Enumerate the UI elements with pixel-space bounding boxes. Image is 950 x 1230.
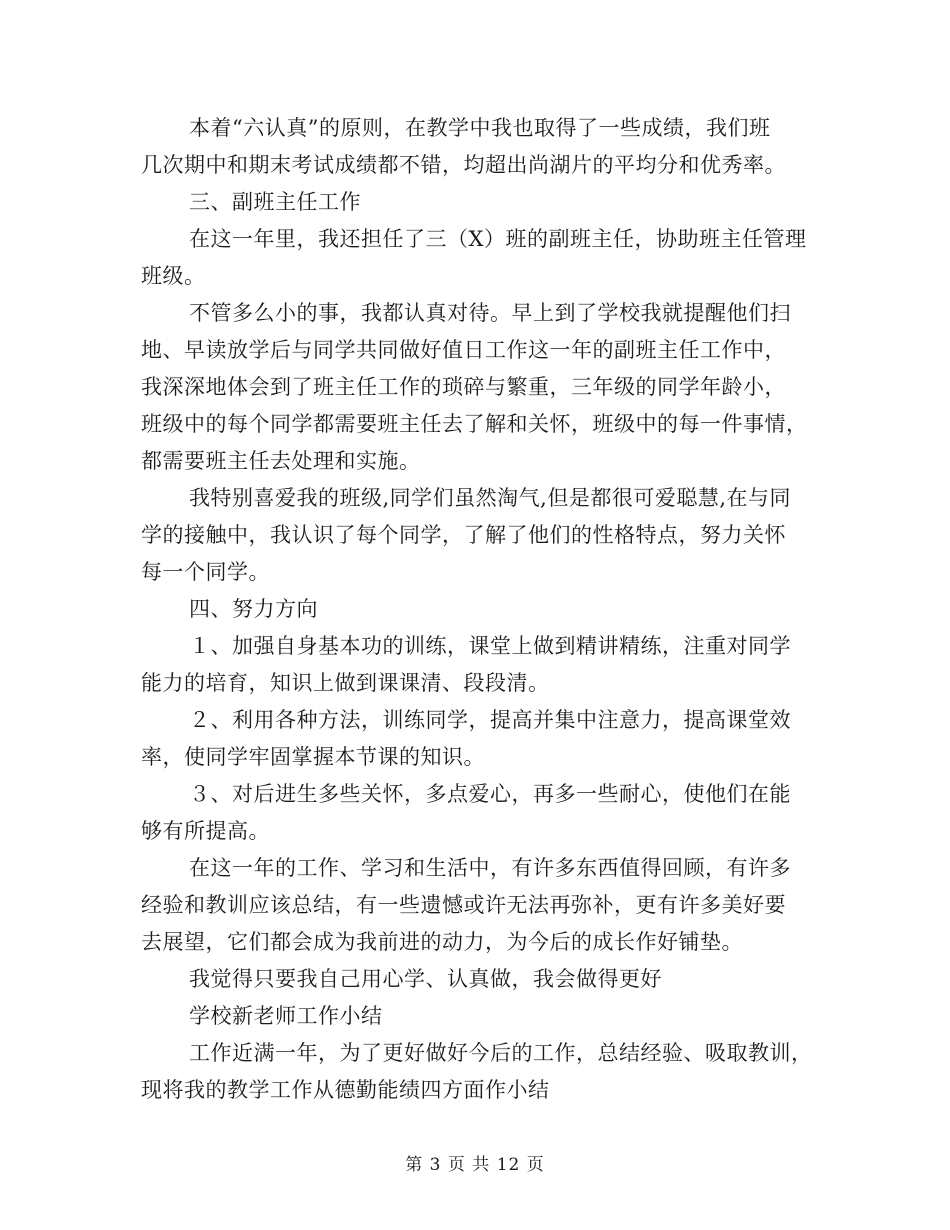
section-heading: 四、努力方向 bbox=[189, 597, 318, 621]
paragraph-line: 现将我的教学工作从德勤能绩四方面作小结 bbox=[141, 1078, 550, 1102]
paragraph-line: 我深深地体会到了班主任工作的琐碎与繁重，三年级的同学年龄小， bbox=[141, 375, 786, 399]
paragraph-line: 地、早读放学后与同学共同做好值日工作这一年的副班主任工作中， bbox=[141, 338, 786, 362]
paragraph-line: 在这一年的工作、学习和生活中，有许多东西值得回顾，有许多 bbox=[189, 856, 791, 880]
paragraph-line: 工作近满一年，为了更好做好今后的工作，总结经验、吸取教训， bbox=[189, 1041, 813, 1065]
list-item-line: １、加强自身基本功的训练，课堂上做到精讲精练，注重对同学 bbox=[189, 634, 791, 658]
paragraph-line: 班级中的每个同学都需要班主任去了解和关怀，班级中的每一件事情， bbox=[141, 412, 808, 436]
paragraph-line: 学的接触中，我认识了每个同学，了解了他们的性格特点，努力关怀 bbox=[141, 523, 786, 547]
page-number-footer: 第 3 页 共 12 页 bbox=[405, 1155, 545, 1175]
paragraph-line: 在这一年里，我还担任了三（X）班的副班主任，协助班主任管理 bbox=[189, 227, 807, 251]
paragraph-line: 不管多么小的事，我都认真对待。早上到了学校我就提醒他们扫 bbox=[189, 301, 791, 325]
list-item-line: ２、利用各种方法，训练同学，提高并集中注意力，提高课堂效 bbox=[189, 708, 791, 732]
paragraph-line: 经验和教训应该总结，有一些遗憾或许无法再弥补，更有许多美好要 bbox=[141, 893, 786, 917]
list-item-line: ３、对后进生多些关怀，多点爱心，再多一些耐心，使他们在能 bbox=[189, 782, 791, 806]
list-item-line: 够有所提高。 bbox=[141, 819, 270, 843]
paragraph-line: 本着“六认真”的原则，在教学中我也取得了一些成绩，我们班 bbox=[189, 116, 771, 140]
document-title: 学校新老师工作小结 bbox=[189, 1004, 383, 1028]
section-heading: 三、副班主任工作 bbox=[189, 190, 361, 214]
paragraph-line: 班级。 bbox=[141, 264, 206, 288]
list-item-line: 能力的培育，知识上做到课课清、段段清。 bbox=[141, 671, 550, 695]
paragraph-line: 我特别喜爱我的班级,同学们虽然淘气,但是都很可爱聪慧,在与同 bbox=[189, 486, 792, 510]
paragraph-line: 去展望，它们都会成为我前进的动力，为今后的成长作好铺垫。 bbox=[141, 930, 743, 954]
paragraph-line: 每一个同学。 bbox=[141, 560, 270, 584]
paragraph-line: 几次期中和期末考试成绩都不错，均超出尚湖片的平均分和优秀率。 bbox=[141, 153, 786, 177]
paragraph-line: 都需要班主任去处理和实施。 bbox=[141, 449, 421, 473]
paragraph-line: 我觉得只要我自己用心学、认真做，我会做得更好 bbox=[189, 967, 662, 991]
list-item-line: 率，使同学牢固掌握本节课的知识。 bbox=[141, 745, 485, 769]
